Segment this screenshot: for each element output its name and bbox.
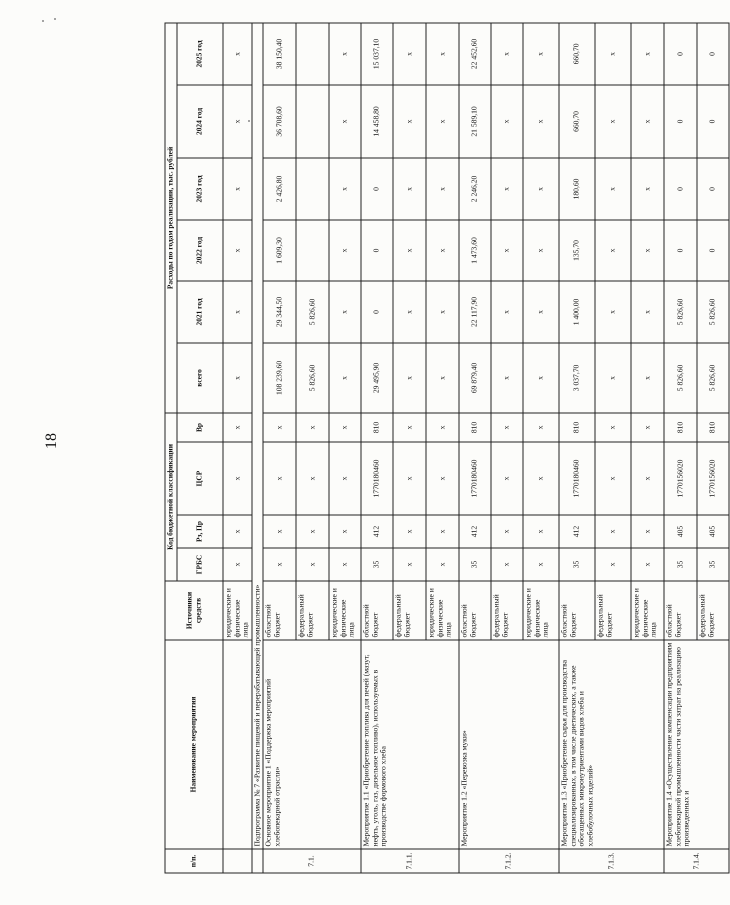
measure-name: Основное мероприятие 1 «Поддержка мероприятий хлебопекарной отрасли» — [263, 640, 361, 849]
cell-vr: х — [393, 413, 426, 442]
subprogram-row — [252, 23, 264, 873]
scan-speck — [42, 20, 44, 22]
cell-num — [252, 849, 264, 873]
cell-vr: х — [426, 413, 459, 442]
cell-2022: х — [523, 220, 559, 281]
cell-2025: х — [223, 23, 252, 85]
cell-grbs: х — [329, 548, 361, 581]
header-2022: 2022 год — [177, 220, 223, 281]
cell-grbs: 35 — [361, 548, 393, 581]
cell-2024: 36 708,60 — [263, 85, 296, 158]
cell-csr: х — [426, 442, 459, 515]
rotated-table-wrapper — [165, 24, 717, 874]
cell-2023: х — [393, 158, 426, 220]
cell-2024: х — [631, 85, 664, 158]
row-number: 7.1. — [263, 849, 361, 873]
row-number: 7.1.4. — [664, 849, 729, 873]
cell-total: 108 239,60 — [263, 343, 296, 413]
header-vr: Вр — [177, 413, 223, 442]
cell-rzpr: х — [263, 515, 296, 548]
cell-rzpr: х — [595, 515, 631, 548]
cell-2023: х — [631, 158, 664, 220]
cell-source: юридические и физические лица — [426, 581, 459, 640]
header-code-group: Код бюджетной классификации — [165, 413, 177, 581]
header-grbs: ГРБС — [177, 548, 223, 581]
header-2021: 2021 год — [177, 281, 223, 343]
cell-vr: 810 — [559, 413, 595, 442]
cell-2025: х — [631, 23, 664, 85]
cell-2021: х — [491, 281, 523, 343]
cell-2022: х — [595, 220, 631, 281]
cell-2025: х — [393, 23, 426, 85]
cell-csr: 1770156020 — [664, 442, 697, 515]
cell-2022: 0 — [697, 220, 729, 281]
cell-source: областной бюджет — [459, 581, 491, 640]
table-row — [263, 23, 296, 873]
cell-2023: х — [595, 158, 631, 220]
cell-2023: 0 — [361, 158, 393, 220]
cell-2022: х — [491, 220, 523, 281]
cell-2022 — [296, 220, 329, 281]
cell-total: х — [329, 343, 361, 413]
cell-name — [223, 640, 252, 849]
cell-2022: 1 609,30 — [263, 220, 296, 281]
cell-vr: х — [329, 413, 361, 442]
cell-source: юридические и физические лица — [631, 581, 664, 640]
header-2023: 2023 год — [177, 158, 223, 220]
table-row — [559, 23, 595, 873]
cell-total: х — [223, 343, 252, 413]
cell-2025: х — [426, 23, 459, 85]
cell-2023: х — [329, 158, 361, 220]
cell-vr: х — [631, 413, 664, 442]
cell-2024 — [296, 85, 329, 158]
cell-2025: 22 452,60 — [459, 23, 491, 85]
measure-name: Мероприятие 1.3 «Приобретение сырья для производства специализированных, в том числе диетических, а также обогащенных микронутриентами видов хлеба и хлебобулочных изделий» — [559, 640, 664, 849]
cell-rzpr: х — [631, 515, 664, 548]
cell-total: х — [631, 343, 664, 413]
cell-source: федеральный бюджет — [296, 581, 329, 640]
cell-source: областной бюджет — [263, 581, 296, 640]
cell-csr: х — [263, 442, 296, 515]
cell-total: 5 826,60 — [296, 343, 329, 413]
cell-2022: х — [631, 220, 664, 281]
cell-grbs: х — [393, 548, 426, 581]
cell-2021: х — [393, 281, 426, 343]
row-number: 7.1.1. — [361, 849, 459, 873]
cell-2025: х — [491, 23, 523, 85]
header-source: Источники средств — [165, 581, 223, 640]
cell-2024: х — [329, 85, 361, 158]
cell-2021: 22 117,90 — [459, 281, 491, 343]
cell-grbs: х — [223, 548, 252, 581]
cell-vr: х — [223, 413, 252, 442]
cell-2025: х — [523, 23, 559, 85]
cell-vr: х — [523, 413, 559, 442]
cell-2021: 29 344,50 — [263, 281, 296, 343]
cell-2021: х — [631, 281, 664, 343]
cell-2023: 0 — [664, 158, 697, 220]
cell-csr: х — [393, 442, 426, 515]
cell-total: х — [393, 343, 426, 413]
cell-grbs: х — [263, 548, 296, 581]
cell-source: федеральный бюджет — [491, 581, 523, 640]
cell-2025: 15 037,10 — [361, 23, 393, 85]
cell-2021: х — [223, 281, 252, 343]
cell-rzpr: х — [296, 515, 329, 548]
row-number: 7.1.2. — [459, 849, 559, 873]
cell-vr: х — [491, 413, 523, 442]
cell-total: х — [595, 343, 631, 413]
cell-rzpr: х — [329, 515, 361, 548]
cell-2023: х — [491, 158, 523, 220]
cell-csr: х — [223, 442, 252, 515]
cell-2025: 0 — [664, 23, 697, 85]
cell-num — [223, 849, 252, 873]
cell-2021: х — [329, 281, 361, 343]
cell-grbs: х — [426, 548, 459, 581]
header-expenses-group: Расходы по годам реализации, тыс. рублей — [165, 23, 177, 413]
cell-2023: х — [523, 158, 559, 220]
cell-rzpr: х — [523, 515, 559, 548]
cell-2023: 2 426,80 — [263, 158, 296, 220]
cell-rzpr: 405 — [664, 515, 697, 548]
cell-2021: 5 826,60 — [697, 281, 729, 343]
cell-2024: 21 589,10 — [459, 85, 491, 158]
cell-2022: 135,70 — [559, 220, 595, 281]
cell-csr: 1770180460 — [459, 442, 491, 515]
cell-2023: х — [426, 158, 459, 220]
budget-table — [165, 22, 730, 873]
header-row-1 — [165, 23, 177, 873]
cell-2024: 14 458,80 — [361, 85, 393, 158]
cell-vr: х — [595, 413, 631, 442]
cell-total: 5 826,60 — [697, 343, 729, 413]
cell-total: х — [523, 343, 559, 413]
cell-2022: х — [393, 220, 426, 281]
cell-2022: х — [223, 220, 252, 281]
cell-source: юридические и физические лица — [523, 581, 559, 640]
header-rzpr: Рз, Пр — [177, 515, 223, 548]
cell-vr: 810 — [459, 413, 491, 442]
header-csr: ЦСР — [177, 442, 223, 515]
cell-2024: х — [595, 85, 631, 158]
cell-2024: 0 — [664, 85, 697, 158]
header-name: Наименование мероприятия — [165, 640, 223, 849]
cell-source: федеральный бюджет — [697, 581, 729, 640]
cell-vr: 810 — [697, 413, 729, 442]
cell-total: 5 826,60 — [664, 343, 697, 413]
cell-source: юридические и физические лица — [329, 581, 361, 640]
cell-rzpr: х — [393, 515, 426, 548]
cell-source: юридические и физические лица — [223, 581, 252, 640]
cell-rzpr: 412 — [559, 515, 595, 548]
cell-2022: х — [329, 220, 361, 281]
cell-rzpr: х — [223, 515, 252, 548]
cell-2021: 5 826,60 — [664, 281, 697, 343]
cell-total: 3 037,70 — [559, 343, 595, 413]
header-2025: 2025 год — [177, 23, 223, 85]
cell-2022: 0 — [664, 220, 697, 281]
cell-2024: 660,70 — [559, 85, 595, 158]
cell-2024: х — [223, 85, 252, 158]
cell-2023: 2 246,20 — [459, 158, 491, 220]
cell-2025: 38 150,40 — [263, 23, 296, 85]
cell-2021: х — [523, 281, 559, 343]
cell-2024: х — [426, 85, 459, 158]
cell-rzpr: 405 — [697, 515, 729, 548]
cell-csr: 1770156020 — [697, 442, 729, 515]
cell-rzpr: 412 — [361, 515, 393, 548]
cell-total: 69 879,40 — [459, 343, 491, 413]
cell-2023: х — [223, 158, 252, 220]
cell-csr: х — [595, 442, 631, 515]
cell-grbs: х — [631, 548, 664, 581]
cell-csr: 1770180460 — [361, 442, 393, 515]
header-2024: 2024 год — [177, 85, 223, 158]
cell-2025: 0 — [697, 23, 729, 85]
cell-grbs: 35 — [697, 548, 729, 581]
table-row — [223, 23, 252, 873]
cell-2023: 180,60 — [559, 158, 595, 220]
cell-total: 29 495,90 — [361, 343, 393, 413]
cell-vr: х — [296, 413, 329, 442]
cell-source: областной бюджет — [559, 581, 595, 640]
cell-csr: 1770180460 — [559, 442, 595, 515]
header-num: п/п. — [165, 849, 223, 873]
cell-vr: 810 — [664, 413, 697, 442]
cell-2024: 0 — [697, 85, 729, 158]
cell-2021: х — [426, 281, 459, 343]
cell-source: федеральный бюджет — [393, 581, 426, 640]
cell-csr: х — [491, 442, 523, 515]
cell-grbs: 35 — [459, 548, 491, 581]
table-row — [459, 23, 491, 873]
cell-rzpr: х — [426, 515, 459, 548]
cell-2023: 0 — [697, 158, 729, 220]
measure-name: Мероприятие 1.2 «Перевозка муки» — [459, 640, 559, 849]
cell-2022: 1 473,60 — [459, 220, 491, 281]
cell-2024: х — [523, 85, 559, 158]
cell-total: х — [491, 343, 523, 413]
cell-rzpr: х — [491, 515, 523, 548]
cell-2023 — [296, 158, 329, 220]
cell-csr: х — [631, 442, 664, 515]
cell-2021: 1 400,00 — [559, 281, 595, 343]
cell-2021: х — [595, 281, 631, 343]
cell-grbs: х — [523, 548, 559, 581]
cell-2025: 660,70 — [559, 23, 595, 85]
scan-speck — [54, 18, 56, 20]
cell-csr: х — [296, 442, 329, 515]
table-row — [664, 23, 697, 873]
cell-grbs: 35 — [559, 548, 595, 581]
cell-grbs: х — [595, 548, 631, 581]
cell-csr: х — [329, 442, 361, 515]
measure-name: Мероприятие 1.1 «Приобретение топлива для печей (мазут, нефть, уголь, газ, дизельное топливо), используемых в производстве формового хлеба — [361, 640, 459, 849]
cell-vr: 810 — [361, 413, 393, 442]
cell-total: х — [426, 343, 459, 413]
cell-2024: х — [491, 85, 523, 158]
cell-source: областной бюджет — [361, 581, 393, 640]
subprogram-title: Подпрограмма № 7 «Развитие пищевой и перерабатывающей промышленности» — [252, 23, 264, 849]
cell-2022: х — [426, 220, 459, 281]
cell-source: федеральный бюджет — [595, 581, 631, 640]
header-total: всего — [177, 343, 223, 413]
cell-grbs: 35 — [664, 548, 697, 581]
cell-2024: х — [393, 85, 426, 158]
cell-source: областной бюджет — [664, 581, 697, 640]
cell-2025 — [296, 23, 329, 85]
cell-vr: х — [263, 413, 296, 442]
cell-grbs: х — [491, 548, 523, 581]
cell-csr: х — [523, 442, 559, 515]
cell-2022: 0 — [361, 220, 393, 281]
cell-2021: 5 826,60 — [296, 281, 329, 343]
cell-2025: х — [595, 23, 631, 85]
row-number: 7.1.3. — [559, 849, 664, 873]
measure-name: Мероприятие 1.4 «Осуществление компенсации предприятиям хлебопекарной промышленности части затрат на реализацию произведенных и — [664, 640, 729, 849]
cell-grbs: х — [296, 548, 329, 581]
cell-rzpr: 412 — [459, 515, 491, 548]
cell-2021: 0 — [361, 281, 393, 343]
page-number: 18 — [43, 433, 60, 449]
table-row — [361, 23, 393, 873]
cell-2025: х — [329, 23, 361, 85]
